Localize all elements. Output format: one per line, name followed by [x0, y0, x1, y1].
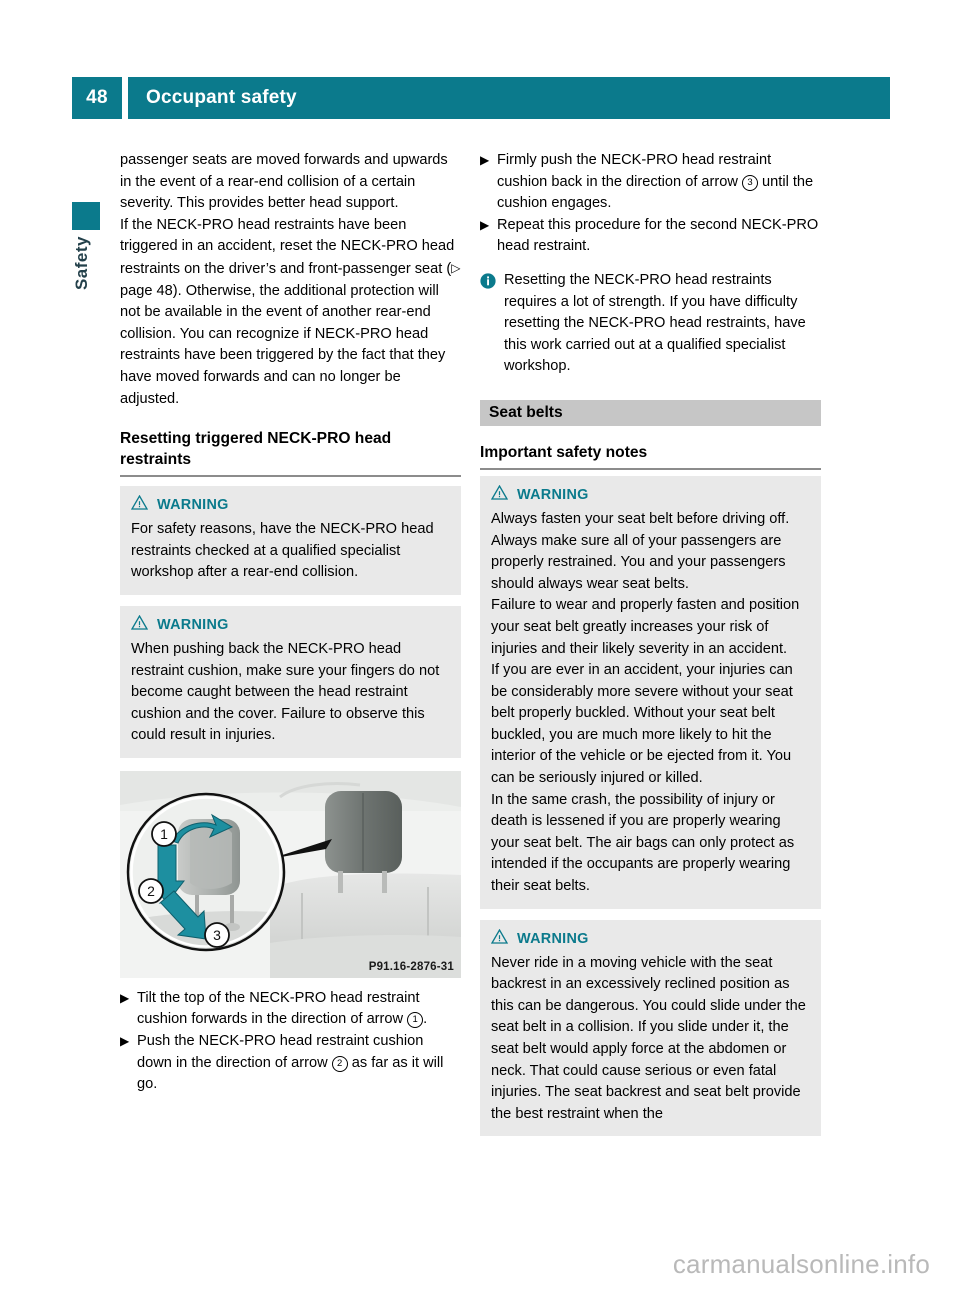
list-item — [120, 988, 461, 1031]
list-item-text — [497, 150, 821, 215]
step-text-after: . — [423, 1011, 428, 1028]
warning-label: WARNING — [157, 616, 229, 633]
section-heading-resetting: Resetting triggered NECK-PRO head restraints — [120, 430, 392, 469]
warning-triangle-icon — [491, 485, 508, 505]
list-item-text: Repeat this procedure for the second NECK-PRO head restraint. — [497, 216, 819, 255]
warning-paragraph: For safety reasons, have the NECK-PRO head restraints checked at a qualified specialist workshop after a rear-end collision. — [131, 521, 434, 581]
svg-text:1: 1 — [160, 825, 168, 842]
callout-number: 3 — [742, 175, 758, 191]
warning-triangle-icon — [131, 495, 148, 515]
bullet-arrow-icon: ▶ — [480, 153, 490, 167]
warning-box-fasten-seat-belt — [480, 476, 821, 909]
warning-paragraph: Always fasten your seat belt before driving off. Always make sure all of your passengers are properly restrained. You and your passengers should always wear seat belts. — [491, 510, 790, 592]
warning-paragraph: Never ride in a moving vehicle with the seat backrest in an excessively reclined position as this can be dangerous. You could slide under the seat belt in a collision. If you slide under it, the seat belt would apply force at the abdomen or neck. That could cause serious or even fatal injuries. The seat backrest and seat belt provide the best restraint when the — [491, 954, 806, 1122]
warning-box-reclined-backrest — [480, 920, 821, 1137]
figure-caption: P91.16-2876-31 — [368, 960, 454, 973]
info-note-text: Resetting the NECK-PRO head restraints requires a lot of strength. If you have difficulty resetting the NECK-PRO head restraints, have this work carried out at a qualified specialist workshop. — [504, 271, 806, 375]
chapter-tab-label: Safety — [72, 236, 91, 291]
step-text-after: as far as it will go. — [137, 1054, 444, 1093]
list-item — [480, 150, 821, 215]
warning-triangle-icon — [491, 929, 508, 949]
warning-label: WARNING — [517, 930, 589, 947]
callout-number: 1 — [407, 1012, 423, 1028]
list-item — [120, 1031, 461, 1096]
bullet-arrow-icon: ▶ — [120, 990, 130, 1005]
list-item-text — [137, 1031, 461, 1096]
warning-paragraph: If you are ever in an accident, your injuries can be considerably more severe without your seat belt properly buckled. Without your seat belt buckled, you are much more likely to hit the interior of the vehicle or be ejected from it. You can be seriously injured or killed. — [491, 662, 793, 787]
paragraph-part-1: If the NECK-PRO head restraints have been triggered in an accident, reset the NECK-PRO head restraints on the driver’s and front-passenger seat ( — [120, 216, 455, 277]
warning-header — [131, 495, 450, 515]
bullet-arrow-icon: ▶ — [480, 217, 490, 232]
section-banner-seat-belts — [480, 400, 821, 426]
warning-header — [491, 485, 810, 505]
list-item-text — [137, 988, 461, 1031]
list-item — [480, 215, 821, 258]
warning-paragraph: When pushing back the NECK-PRO head restraint cushion, make sure your fingers do not become caught between the head restraint cushion and the cover. Failure to observe this could result in injuries. — [131, 640, 440, 744]
warning-paragraph: Failure to wear and properly fasten and position your seat belt greatly increases your risk of injuries and their likely severity in an accident. — [491, 597, 800, 657]
paragraph-continuation: passenger seats are moved forwards and upwards in the event of a rear-end collision of a certain severity. This provides better head support. — [120, 152, 448, 212]
warning-label: WARNING — [517, 486, 589, 503]
warning-header — [131, 615, 450, 635]
step-text-before: Firmly push the NECK-PRO head restraint cushion back in the direction of arrow — [497, 152, 772, 190]
svg-text:2: 2 — [147, 882, 155, 899]
paragraph-neckpro-reset — [120, 215, 461, 410]
warning-box-safety-reasons — [120, 486, 461, 595]
subheading-important-safety-notes: Important safety notes — [480, 443, 648, 461]
warning-text — [491, 509, 810, 898]
page-number-badge: 48 — [72, 77, 122, 119]
header-bar — [128, 77, 890, 119]
step-text-before: Push the NECK-PRO head restraint cushion down in the direction of arrow — [137, 1033, 424, 1071]
callout-number: 2 — [332, 1056, 348, 1072]
page-header — [72, 77, 890, 119]
chapter-tab-marker — [72, 202, 100, 230]
site-watermark: carmanualsonline.info — [672, 1249, 930, 1279]
step-text-before: Tilt the top of the NECK-PRO head restraint cushion forwards in the direction of arrow — [137, 989, 420, 1028]
left-column — [120, 150, 461, 1096]
warning-box-pushing-back — [120, 606, 461, 758]
warning-header — [491, 929, 810, 949]
bullet-arrow-icon: ▶ — [120, 1034, 130, 1049]
warning-triangle-icon — [131, 615, 148, 635]
section-banner-label: Seat belts — [489, 403, 563, 421]
warning-text — [131, 639, 450, 747]
info-note — [480, 270, 821, 378]
info-icon — [480, 270, 496, 378]
warning-text — [491, 953, 810, 1126]
chapter-side-tab — [72, 202, 100, 290]
warning-text — [131, 519, 450, 584]
warning-label: WARNING — [157, 497, 229, 514]
figure-head-restraint — [120, 771, 461, 978]
svg-text:3: 3 — [213, 926, 221, 943]
right-column — [480, 150, 821, 1136]
warning-paragraph: In the same crash, the possibility of injury or death is lessened if you are properly wearing your seat belt. The air bags can only protect as intended if the occupants are properly wearing their seat belts. — [491, 791, 795, 895]
step-text-after: until the cushion engages. — [497, 173, 814, 212]
page-title: Occupant safety — [146, 87, 297, 108]
page-reference-icon: ▷ — [451, 260, 461, 275]
paragraph-part-2: page 48). Otherwise, the additional protection will not be available in the event of another rear-end collision. You can recognize if NECK-PRO head restraints have been triggered by the fact that they have moved forwards and can no longer be adjusted. — [120, 282, 446, 407]
